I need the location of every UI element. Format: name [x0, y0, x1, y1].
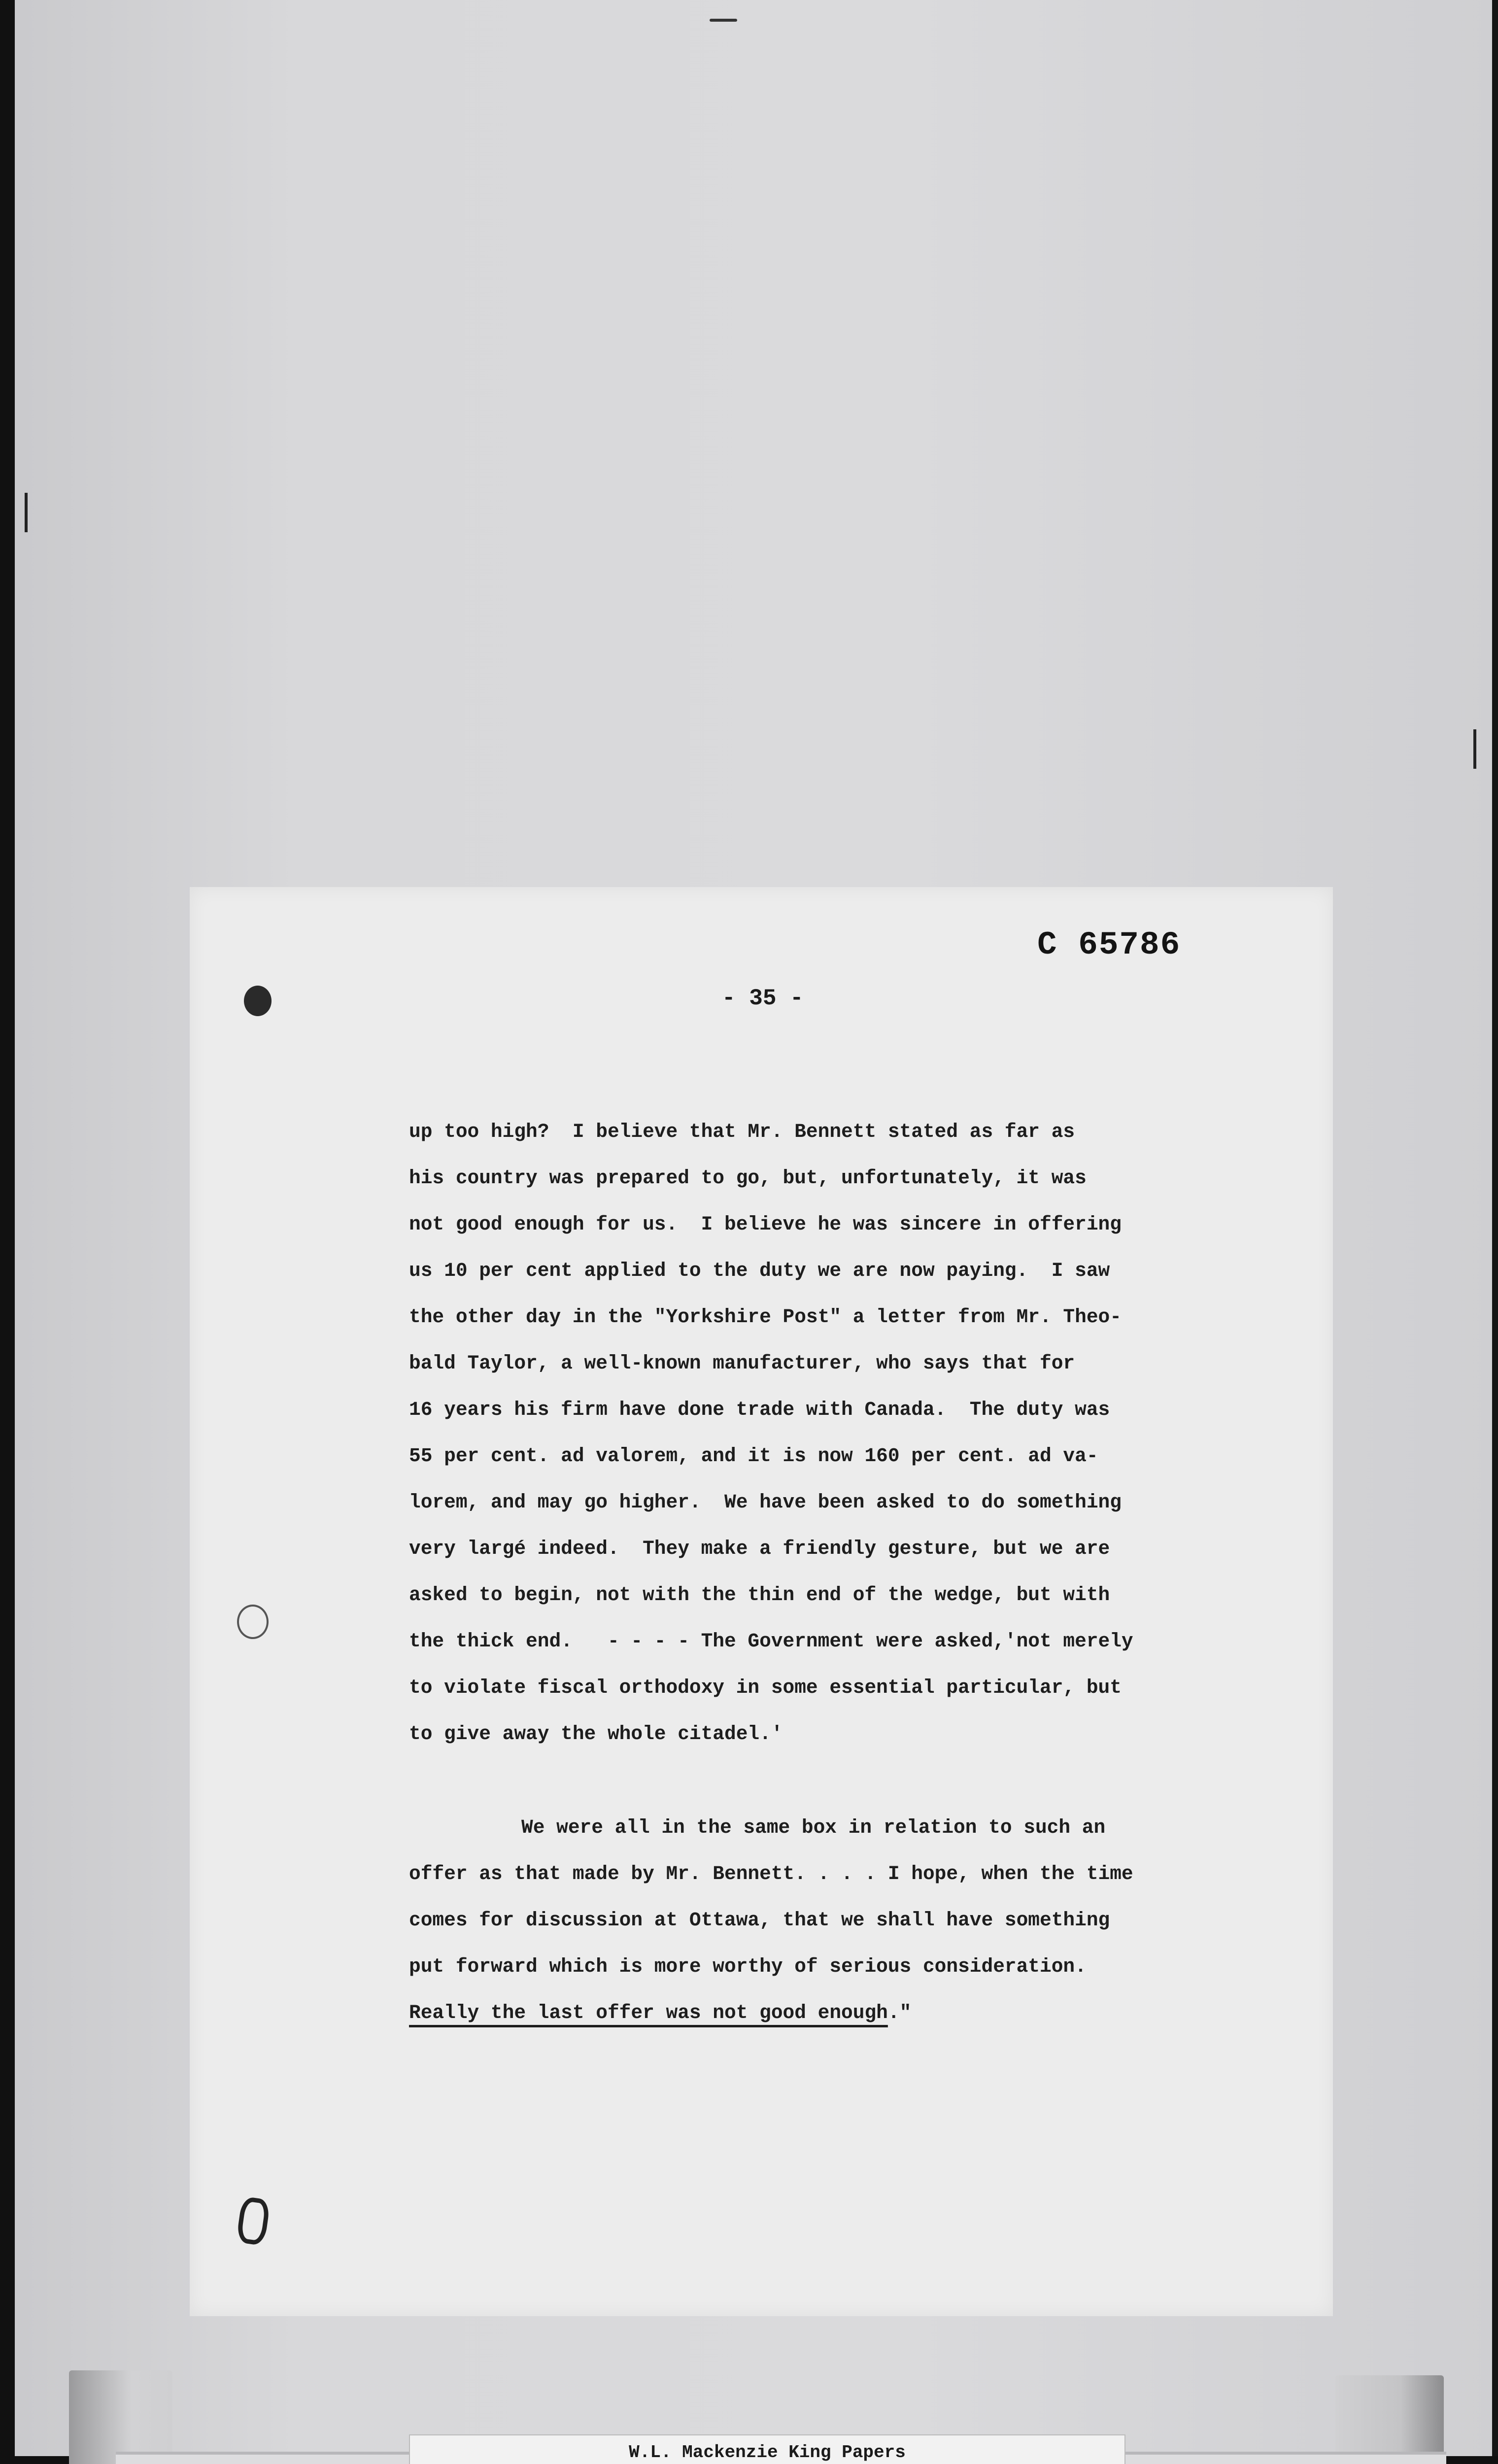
text-line: asked to begin, not with the thin end of the wedge, but with: [409, 1584, 1110, 1606]
text-line: comes for discussion at Ottawa, that we shall have something: [409, 1909, 1110, 1931]
text-line: We were all in the same box in relation to such an: [521, 1816, 1106, 1839]
closing-punctuation: .": [887, 2002, 912, 2024]
text-line: put forward which is more worthy of serious consideration.: [409, 1955, 1087, 1978]
text-line: the thick end. - - - - The Government were asked,'not merely: [409, 1630, 1133, 1652]
film-mark: [710, 19, 737, 22]
paragraph-gap: [409, 1757, 1321, 1805]
archive-box-corner: [69, 2370, 172, 2464]
text-line: to give away the whole citadel.': [409, 1723, 783, 1745]
text-line: to violate fiscal orthodoxy in some essential particular, but: [409, 1677, 1122, 1699]
collection-name: W.L. Mackenzie King Papers: [629, 2442, 906, 2463]
document-page: [190, 887, 1333, 2316]
film-edge-right: [1492, 0, 1498, 2464]
text-line: lorem, and may go higher. We have been asked to do something: [409, 1491, 1122, 1513]
film-scratch: [25, 493, 28, 532]
archive-box-corner: [1335, 2375, 1444, 2464]
punch-hole: [244, 986, 272, 1016]
punch-hole: [237, 1605, 269, 1639]
film-scratch: [1473, 729, 1476, 769]
text-line: bald Taylor, a well-known manufacturer, who says that for: [409, 1352, 1075, 1374]
text-line: 55 per cent. ad valorem, and it is now 160 per cent. ad va-: [409, 1445, 1098, 1467]
collection-label: [409, 2434, 1125, 2464]
page-number: - 35 -: [722, 986, 804, 1011]
text-line: not good enough for us. I believe he was sincere in offering: [409, 1213, 1122, 1235]
text-line: up too high? I believe that Mr. Bennett stated as far as: [409, 1121, 1075, 1143]
text-line: very largé indeed. They make a friendly gesture, but we are: [409, 1538, 1110, 1560]
text-line: 16 years his firm have done trade with Canada. The duty was: [409, 1399, 1110, 1421]
document-body: [409, 1109, 1321, 2036]
text-line: the other day in the "Yorkshire Post" a letter from Mr. Theo-: [409, 1306, 1122, 1328]
text-line: offer as that made by Mr. Bennett. . . . I hope, when the time: [409, 1863, 1133, 1885]
underlined-text: Really the last offer was not good enough: [409, 2002, 888, 2024]
punch-hole: [236, 2196, 271, 2246]
text-line-final: [409, 1990, 1321, 2036]
text-line: his country was prepared to go, but, unfortunately, it was: [409, 1167, 1087, 1189]
document-reference-number: C 65786: [1037, 926, 1181, 963]
text-line: us 10 per cent applied to the duty we are now paying. I saw: [409, 1260, 1110, 1282]
film-edge-left: [0, 0, 15, 2464]
